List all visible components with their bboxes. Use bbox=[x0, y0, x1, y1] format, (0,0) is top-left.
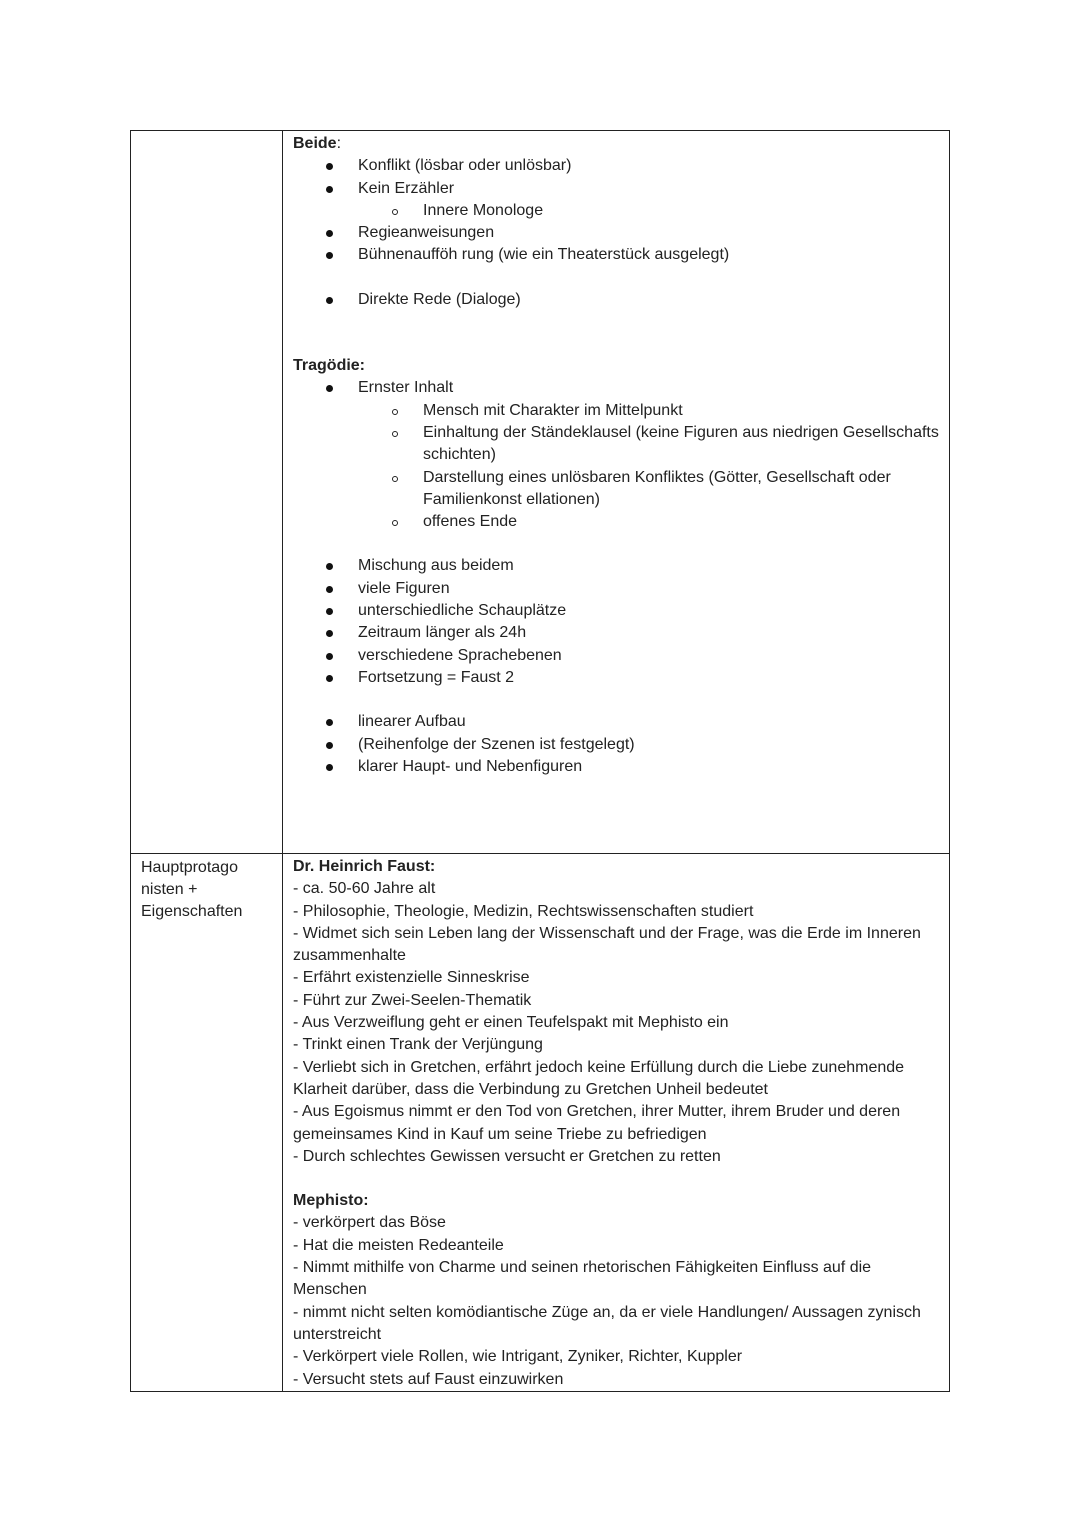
row-label-cell bbox=[131, 131, 283, 854]
list-item: unterschiedliche Schauplätze bbox=[293, 600, 939, 622]
text-line: - verkörpert das Böse bbox=[293, 1214, 446, 1232]
text-line: - Philosophie, Theologie, Medizin, Rechtswissenschaften studiert bbox=[293, 902, 754, 920]
bullet-list bbox=[293, 555, 939, 689]
list-item: klarer Haupt- und Nebenfiguren bbox=[293, 756, 939, 778]
list-item: Zeitraum länger als 24h bbox=[293, 622, 939, 644]
list-item: Innere Monologe bbox=[293, 200, 939, 222]
text-line: - ca. 50-60 Jahre alt bbox=[293, 880, 436, 898]
list-item: Fortsetzung = Faust 2 bbox=[293, 667, 939, 689]
bullet-list bbox=[293, 155, 939, 200]
sub-list bbox=[293, 200, 939, 222]
row-label-line: nisten + bbox=[141, 881, 198, 898]
list-item: Regieanweisungen bbox=[293, 222, 939, 244]
text-line: - Durch schlechtes Gewissen versucht er Gretchen zu retten bbox=[293, 1147, 721, 1165]
text-line: - Führt zur Zwei-Seelen-Thematik bbox=[293, 991, 532, 1009]
text-line: - Aus Egoismus nimmt er den Tod von Gretchen, ihrer Mutter, ihrem Bruder und deren gemeinsames Kind in Kauf um seine Triebe zu befriedigen bbox=[293, 1103, 901, 1143]
notes-table bbox=[130, 130, 950, 1392]
list-item: Mischung aus beidem bbox=[293, 555, 939, 577]
text-line: - nimmt nicht selten komödiantische Züge an, da er viele Handlungen/ Aussagen zynisch unterstreicht bbox=[293, 1303, 921, 1343]
text-line: - Aus Verzweiflung geht er einen Teufelspakt mit Mephisto ein bbox=[293, 1014, 729, 1032]
list-item: verschiedene Sprachebenen bbox=[293, 645, 939, 667]
section-heading-mephisto: Mephisto: bbox=[293, 1192, 369, 1210]
list-item: Bühnenaufföh rung (wie ein Theaterstück ausgelegt) bbox=[293, 244, 939, 266]
row-label-line: Eigenschaften bbox=[141, 903, 243, 920]
content-cell bbox=[283, 131, 950, 854]
list-item: Darstellung eines unlösbaren Konfliktes (Götter, Gesellschaft oder Familienkonst ellationen) bbox=[293, 467, 939, 512]
text-line: - Trinkt einen Trank der Verjüngung bbox=[293, 1036, 543, 1054]
row-label-cell bbox=[131, 854, 283, 1392]
text-line: - Widmet sich sein Leben lang der Wissenschaft und der Frage, was die Erde im Inneren zusammenhalte bbox=[293, 924, 921, 965]
bullet-list bbox=[293, 711, 939, 778]
list-item: (Reihenfolge der Szenen ist festgelegt) bbox=[293, 734, 939, 756]
text-line: - Nimmt mithilfe von Charme und seinen rhetorischen Fähigkeiten Einfluss auf die Menschen bbox=[293, 1259, 872, 1299]
list-item: Ernster Inhalt bbox=[293, 377, 939, 399]
text-line: - Hat die meisten Redeanteile bbox=[293, 1236, 504, 1254]
section-heading-tragoedie: Tragödie: bbox=[293, 357, 366, 375]
list-item: Einhaltung der Ständeklausel (keine Figuren aus niedrigen Gesellschafts schichten) bbox=[293, 422, 939, 467]
bullet-list bbox=[293, 222, 939, 267]
row-label-line: Hauptprotago bbox=[141, 859, 238, 876]
list-item: Kein Erzähler bbox=[293, 178, 939, 200]
list-item: offenes Ende bbox=[293, 511, 939, 533]
content-cell bbox=[283, 854, 950, 1392]
bullet-list bbox=[293, 377, 939, 399]
section-heading-beide: Beide: bbox=[293, 135, 342, 152]
list-item: linearer Aufbau bbox=[293, 711, 939, 733]
list-item: Mensch mit Charakter im Mittelpunkt bbox=[293, 400, 939, 422]
text-line: - Versucht stets auf Faust einzuwirken bbox=[293, 1370, 564, 1388]
text-line: - Erfährt existenzielle Sinneskrise bbox=[293, 969, 530, 987]
sub-list bbox=[293, 400, 939, 534]
bullet-list bbox=[293, 289, 939, 311]
text-line: - Verkörpert viele Rollen, wie Intrigant, Zyniker, Richter, Kuppler bbox=[293, 1348, 743, 1366]
table-row bbox=[131, 854, 950, 1392]
list-item: viele Figuren bbox=[293, 578, 939, 600]
list-item: Direkte Rede (Dialoge) bbox=[293, 289, 939, 311]
section-heading-faust: Dr. Heinrich Faust: bbox=[293, 858, 436, 875]
list-item: Konflikt (lösbar oder unlösbar) bbox=[293, 155, 939, 177]
table-row bbox=[131, 131, 950, 854]
text-line: - Verliebt sich in Gretchen, erfährt jedoch keine Erfüllung durch die Liebe zunehmende Klarheit darüber, dass die Verbindung zu Gretchen Unheil bedeutet bbox=[293, 1058, 905, 1098]
